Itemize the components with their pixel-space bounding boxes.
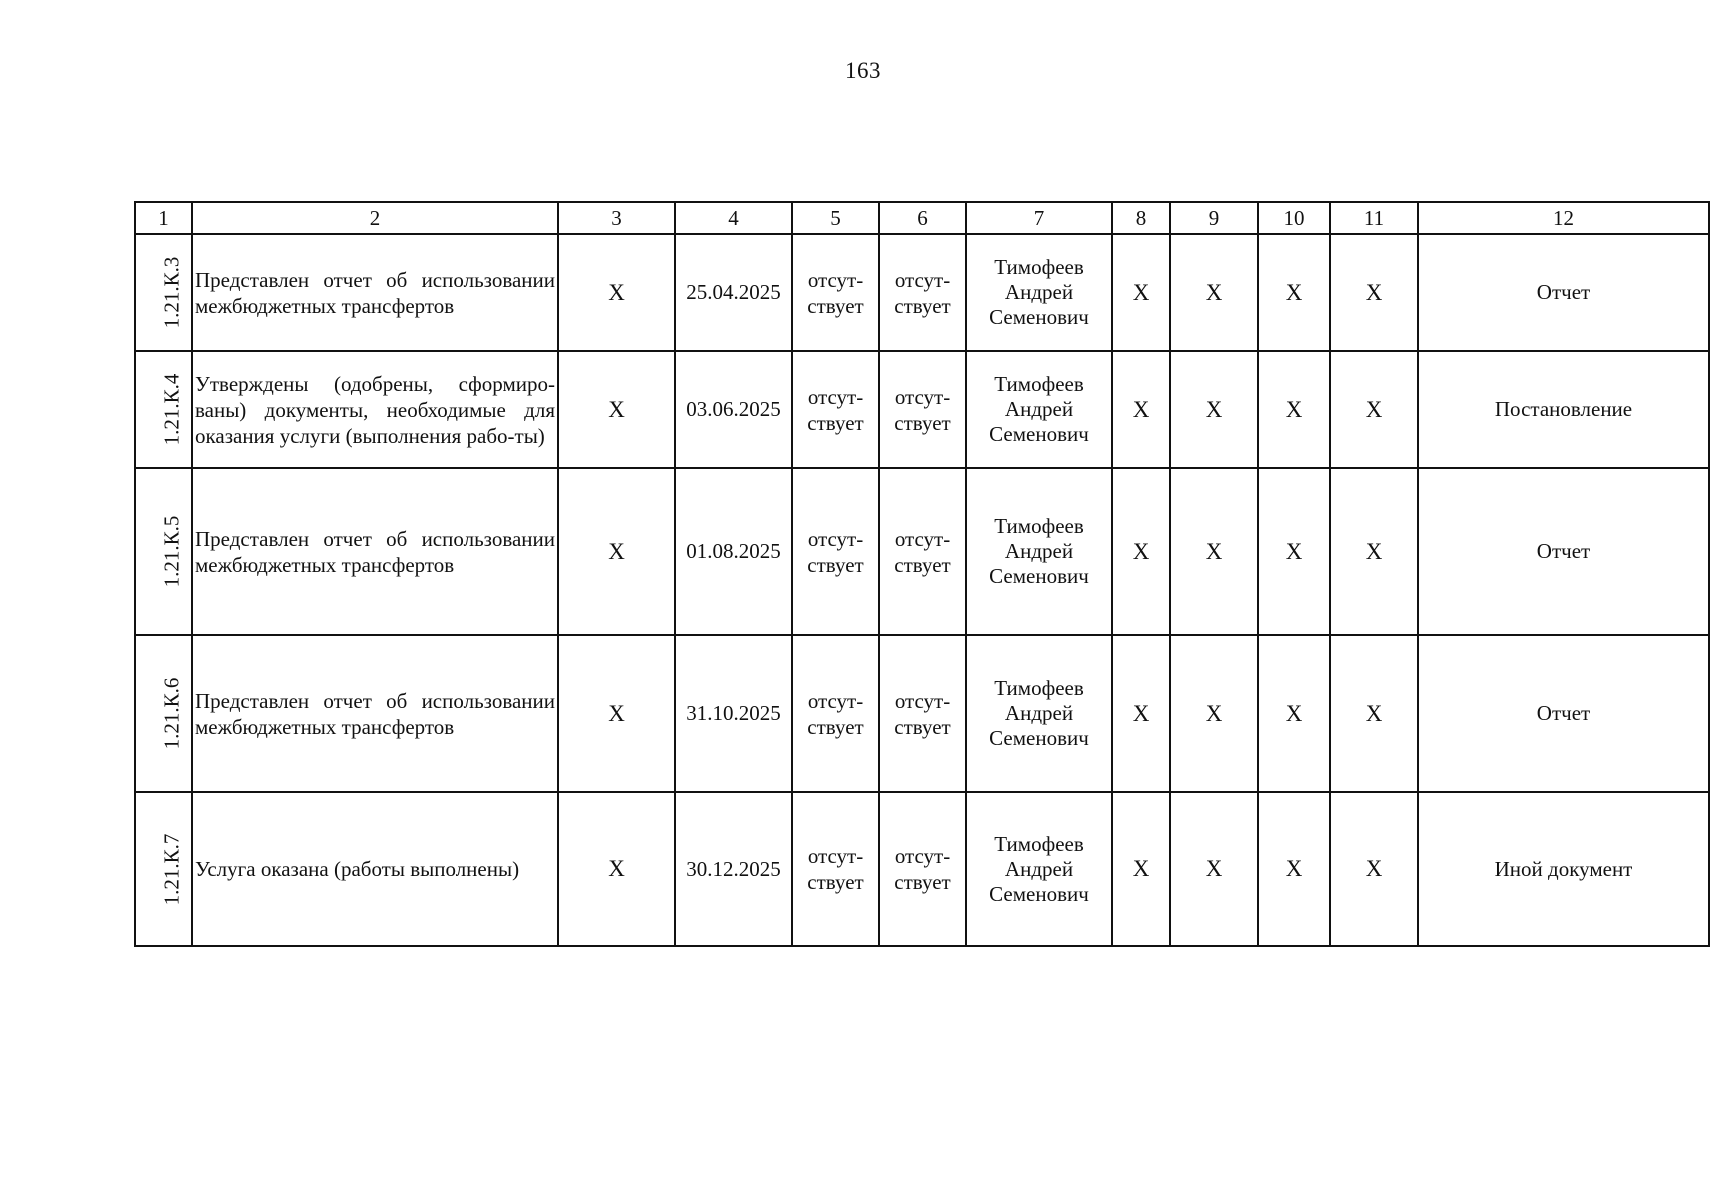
responsible-person: Тимофеев Андрей Семенович [966, 234, 1112, 351]
col-10-mark: X [1258, 635, 1330, 792]
responsible-person: Тимофеев Андрей Семенович [966, 351, 1112, 468]
col-10-mark: X [1258, 351, 1330, 468]
col-8-mark: X [1112, 351, 1170, 468]
table-row [135, 468, 1709, 635]
col-10-mark: X [1258, 792, 1330, 946]
col-6-value: отсут- ствует [879, 351, 966, 468]
document-type: Отчет [1418, 234, 1709, 351]
document-type: Отчет [1418, 468, 1709, 635]
col-11-mark: X [1330, 468, 1418, 635]
control-points-table [134, 201, 1710, 947]
header-col-7: 7 [966, 202, 1112, 234]
col-11-mark: X [1330, 234, 1418, 351]
col-8-mark: X [1112, 635, 1170, 792]
row-id: 1.21.К.7 [159, 833, 184, 905]
col-9-mark: X [1170, 234, 1258, 351]
col-8-mark: X [1112, 792, 1170, 946]
responsible-person: Тимофеев Андрей Семенович [966, 792, 1112, 946]
col-3-mark: X [558, 234, 675, 351]
col-9-mark: X [1170, 792, 1258, 946]
col-6-value: отсут- ствует [879, 468, 966, 635]
col-10-mark: X [1258, 234, 1330, 351]
col-9-mark: X [1170, 635, 1258, 792]
header-col-9: 9 [1170, 202, 1258, 234]
col-9-mark: X [1170, 351, 1258, 468]
row-description: Утверждены (одобрены, сформиро-ваны) документы, необходимые для оказания услуги (выполнения рабо-ты) [192, 351, 558, 468]
responsible-person: Тимофеев Андрей Семенович [966, 635, 1112, 792]
col-8-mark: X [1112, 234, 1170, 351]
header-col-6: 6 [879, 202, 966, 234]
col-6-value: отсут- ствует [879, 792, 966, 946]
col-3-mark: X [558, 792, 675, 946]
col-9-mark: X [1170, 468, 1258, 635]
page-number: 163 [845, 58, 881, 83]
document-type: Постановление [1418, 351, 1709, 468]
header-col-8: 8 [1112, 202, 1170, 234]
header-row [135, 202, 1709, 234]
table-row [135, 234, 1709, 351]
col-10-mark: X [1258, 468, 1330, 635]
col-5-value: отсут- ствует [792, 635, 879, 792]
col-6-value: отсут- ствует [879, 234, 966, 351]
row-id: 1.21.К.3 [159, 256, 184, 329]
header-col-12: 12 [1418, 202, 1709, 234]
document-type: Иной документ [1418, 792, 1709, 946]
header-col-1: 1 [135, 202, 192, 234]
row-description: Представлен отчет об использовании межбюджетных трансфертов [192, 635, 558, 792]
row-id: 1.21.К.5 [159, 515, 184, 588]
table-row [135, 792, 1709, 946]
row-date: 03.06.2025 [675, 351, 792, 468]
col-11-mark: X [1330, 792, 1418, 946]
document-type: Отчет [1418, 635, 1709, 792]
header-col-10: 10 [1258, 202, 1330, 234]
row-id-cell [135, 635, 192, 792]
header-col-5: 5 [792, 202, 879, 234]
row-date: 25.04.2025 [675, 234, 792, 351]
col-3-mark: X [558, 635, 675, 792]
header-col-2: 2 [192, 202, 558, 234]
row-id: 1.21.К.6 [159, 677, 184, 750]
col-11-mark: X [1330, 351, 1418, 468]
table-row [135, 351, 1709, 468]
col-5-value: отсут- ствует [792, 792, 879, 946]
row-description: Услуга оказана (работы выполнены) [192, 792, 558, 946]
col-3-mark: X [558, 468, 675, 635]
row-description: Представлен отчет об использовании межбюджетных трансфертов [192, 234, 558, 351]
header-col-4: 4 [675, 202, 792, 234]
col-5-value: отсут- ствует [792, 234, 879, 351]
table-row [135, 635, 1709, 792]
row-date: 30.12.2025 [675, 792, 792, 946]
col-11-mark: X [1330, 635, 1418, 792]
row-id-cell [135, 792, 192, 946]
row-id-cell [135, 234, 192, 351]
col-3-mark: X [558, 351, 675, 468]
row-id-cell [135, 468, 192, 635]
row-description: Представлен отчет об использовании межбюджетных трансфертов [192, 468, 558, 635]
header-col-3: 3 [558, 202, 675, 234]
row-date: 31.10.2025 [675, 635, 792, 792]
col-5-value: отсут- ствует [792, 351, 879, 468]
col-8-mark: X [1112, 468, 1170, 635]
col-6-value: отсут- ствует [879, 635, 966, 792]
row-date: 01.08.2025 [675, 468, 792, 635]
row-id: 1.21.К.4 [159, 373, 184, 446]
header-col-11: 11 [1330, 202, 1418, 234]
col-5-value: отсут- ствует [792, 468, 879, 635]
row-id-cell [135, 351, 192, 468]
responsible-person: Тимофеев Андрей Семенович [966, 468, 1112, 635]
